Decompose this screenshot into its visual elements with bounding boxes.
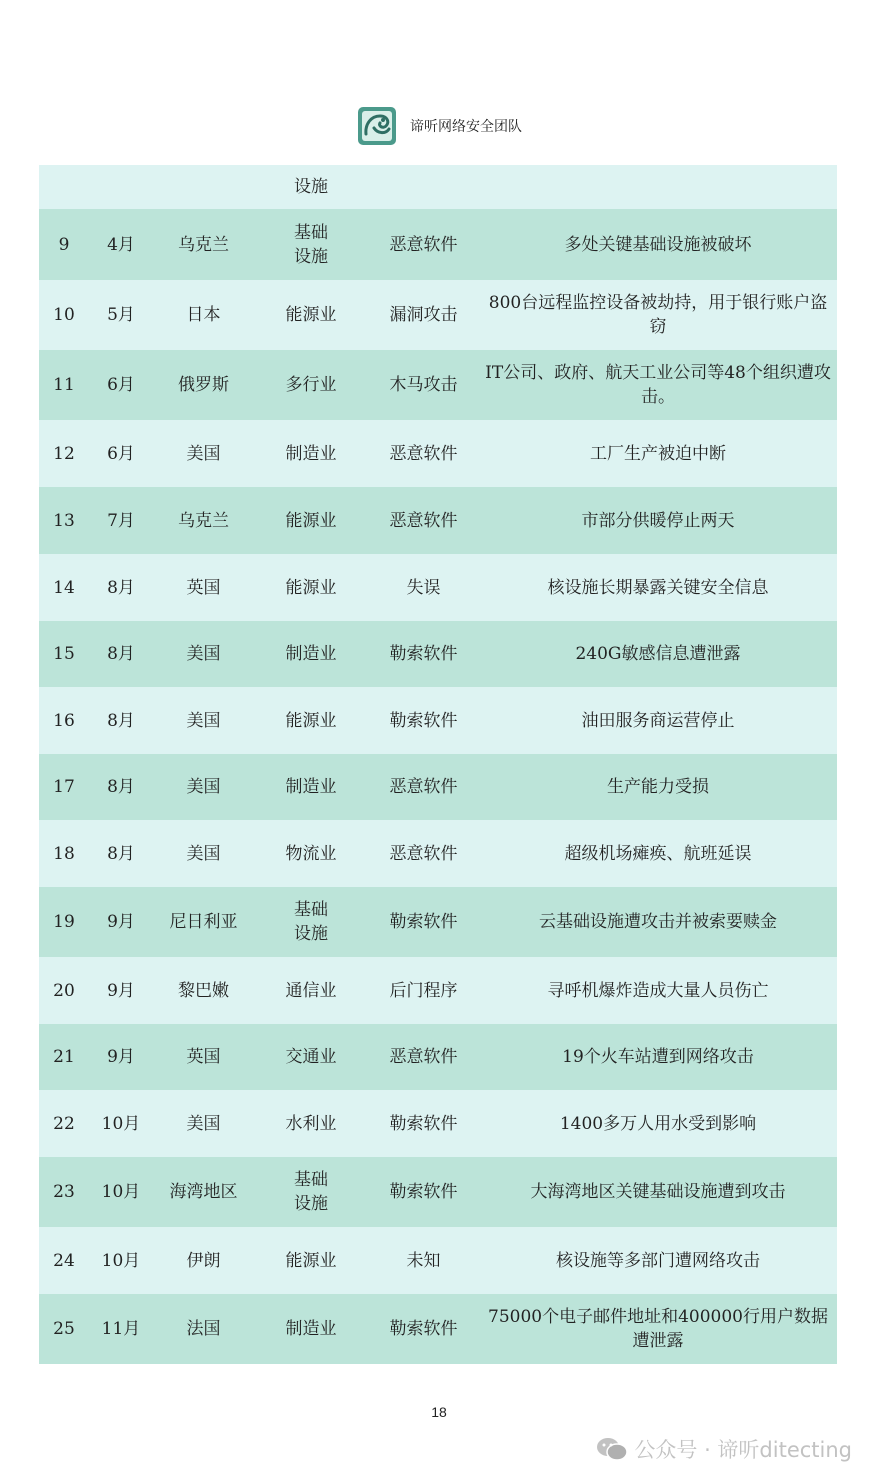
cell-type: 恶意软件 — [389, 777, 458, 797]
cell-type: 勒索软件 — [389, 1113, 458, 1134]
cell-month: 6月 — [107, 443, 135, 464]
cell-type: 恶意软件 — [389, 1047, 458, 1067]
cell-industry: 能源业 — [285, 1250, 337, 1271]
cell-industry: 制造业 — [285, 644, 337, 664]
cell-type: 未知 — [406, 1250, 441, 1271]
cell-no: 24 — [53, 1250, 75, 1271]
cell-country: 美国 — [186, 710, 221, 731]
table-row — [39, 687, 837, 754]
cell-type: 恶意软件 — [389, 234, 458, 255]
cell-type: 勒索软件 — [389, 644, 458, 664]
cell-no: 10 — [53, 305, 75, 325]
cell-industry: 基础 设施 — [294, 900, 328, 944]
cell-month: 9月 — [107, 912, 135, 932]
dragon-seal-logo — [356, 104, 400, 148]
cell-country: 尼日利亚 — [169, 912, 238, 932]
table-row — [39, 420, 837, 487]
cell-desc: 云基础设施遭攻击并被索要赎金 — [539, 912, 777, 932]
table-continuation-row — [39, 165, 837, 209]
cell-industry: 能源业 — [285, 510, 337, 531]
cell-country: 美国 — [186, 443, 221, 464]
brand-name: 谛听网络安全团队 — [410, 119, 522, 135]
cell-no: 14 — [53, 577, 75, 598]
table-row — [39, 1024, 837, 1090]
cell-type: 失误 — [406, 577, 441, 598]
cell-type: 勒索软件 — [389, 912, 458, 932]
cell-industry: 能源业 — [285, 710, 337, 731]
cell-industry: 能源业 — [285, 577, 337, 598]
cell-country: 法国 — [186, 1319, 221, 1339]
cell-country: 海湾地区 — [169, 1182, 238, 1202]
cell-no: 18 — [53, 843, 75, 864]
cell-type: 木马攻击 — [389, 375, 458, 395]
cell-industry: 通信业 — [285, 980, 337, 1001]
cell-month: 9月 — [107, 980, 135, 1001]
cell-country: 黎巴嫩 — [178, 980, 229, 1001]
cell-month: 8月 — [107, 644, 135, 664]
table-row — [39, 487, 837, 554]
cell-type: 勒索软件 — [389, 1319, 458, 1339]
cell-no: 17 — [53, 777, 75, 797]
cell-desc: 寻呼机爆炸造成大量人员伤亡 — [547, 980, 769, 1001]
cell-desc: 800台远程监控设备被劫持，用于银行账户盗窃 — [488, 293, 828, 337]
watermark-text: 公众号 · 谛听ditecting — [634, 1438, 852, 1462]
cell-month: 6月 — [107, 375, 135, 395]
table-row — [39, 754, 837, 820]
table-row — [39, 621, 837, 687]
incident-table — [39, 165, 837, 1364]
table-row — [39, 554, 837, 621]
cell-country: 美国 — [186, 777, 221, 797]
cell-month: 8月 — [107, 777, 135, 797]
cell-no: 22 — [53, 1113, 75, 1134]
cell-no: 19 — [53, 912, 75, 932]
cell-industry: 基础 设施 — [294, 222, 328, 267]
cell-desc: 核设施长期暴露关键安全信息 — [547, 577, 769, 598]
cell-no: 9 — [58, 234, 70, 255]
cell-month: 10月 — [101, 1182, 141, 1202]
cell-desc: 75000个电子邮件地址和400000行用户数据遭泄露 — [488, 1307, 828, 1351]
cell-desc: 超级机场瘫痪、航班延误 — [564, 843, 752, 864]
cell-type: 恶意软件 — [389, 510, 458, 531]
cell-month: 8月 — [107, 710, 135, 731]
cell-month: 7月 — [107, 510, 135, 531]
cell-desc: 240G敏感信息遭泄露 — [575, 644, 741, 664]
cell-country: 日本 — [186, 305, 221, 325]
cell-month: 9月 — [107, 1047, 135, 1067]
cell-desc: 工厂生产被迫中断 — [590, 443, 726, 464]
table-row — [39, 1294, 837, 1364]
cell-month: 11月 — [101, 1319, 141, 1339]
cell-month: 4月 — [107, 234, 135, 255]
page-number: 18 — [431, 1404, 447, 1420]
table-row — [39, 1090, 837, 1157]
cell-no: 15 — [53, 644, 75, 664]
table-cell: 设施 — [294, 177, 328, 197]
table-row — [39, 820, 837, 887]
cell-desc: 大海湾地区关键基础设施遭到攻击 — [530, 1182, 786, 1202]
cell-country: 美国 — [186, 1113, 221, 1134]
cell-industry: 多行业 — [285, 375, 337, 395]
page-header — [0, 104, 878, 148]
cell-no: 23 — [53, 1182, 75, 1202]
cell-type: 漏洞攻击 — [389, 305, 458, 325]
watermark — [596, 1434, 852, 1464]
table-row — [39, 350, 837, 420]
cell-country: 英国 — [186, 1047, 221, 1067]
table-row — [39, 887, 837, 957]
cell-no: 20 — [53, 980, 75, 1001]
cell-industry: 物流业 — [285, 843, 337, 864]
cell-country: 俄罗斯 — [178, 375, 229, 395]
cell-country: 乌克兰 — [178, 510, 229, 531]
cell-desc: 19个火车站遭到网络攻击 — [562, 1047, 754, 1067]
cell-desc: 1400多万人用水受到影响 — [559, 1113, 757, 1134]
cell-country: 乌克兰 — [178, 234, 229, 255]
cell-month: 8月 — [107, 577, 135, 598]
cell-no: 21 — [53, 1047, 75, 1067]
cell-industry: 基础 设施 — [294, 1170, 328, 1214]
cell-country: 英国 — [186, 577, 221, 598]
cell-desc: 生产能力受损 — [607, 777, 709, 797]
cell-country: 伊朗 — [186, 1250, 221, 1271]
cell-month: 5月 — [107, 305, 135, 325]
cell-industry: 制造业 — [285, 1319, 337, 1339]
cell-industry: 制造业 — [285, 443, 337, 464]
cell-no: 16 — [53, 710, 75, 731]
cell-desc: 多处关键基础设施被破坏 — [564, 234, 752, 255]
cell-country: 美国 — [186, 843, 221, 864]
cell-type: 恶意软件 — [389, 843, 458, 864]
cell-desc: 核设施等多部门遭网络攻击 — [556, 1250, 760, 1271]
cell-industry: 水利业 — [285, 1113, 337, 1134]
cell-industry: 能源业 — [285, 305, 337, 325]
table-row — [39, 957, 837, 1024]
cell-desc: 油田服务商运营停止 — [581, 710, 735, 731]
cell-desc: IT公司、政府、航天工业公司等48个组织遭攻击。 — [485, 363, 831, 407]
cell-type: 恶意软件 — [389, 443, 458, 464]
cell-month: 10月 — [101, 1250, 141, 1271]
table-row — [39, 1157, 837, 1227]
cell-no: 11 — [53, 375, 75, 395]
table-row — [39, 209, 837, 280]
cell-month: 8月 — [107, 843, 135, 864]
table-row — [39, 280, 837, 350]
cell-industry: 交通业 — [285, 1047, 337, 1067]
cell-type: 勒索软件 — [389, 1182, 458, 1202]
wechat-icon — [596, 1436, 628, 1462]
cell-no: 13 — [53, 510, 75, 531]
cell-country: 美国 — [186, 644, 221, 664]
table-row — [39, 1227, 837, 1294]
cell-industry: 制造业 — [285, 777, 337, 797]
cell-month: 10月 — [101, 1113, 141, 1134]
cell-desc: 市部分供暖停止两天 — [581, 510, 735, 531]
cell-type: 勒索软件 — [389, 710, 458, 731]
cell-no: 25 — [53, 1319, 75, 1339]
cell-type: 后门程序 — [389, 980, 458, 1001]
cell-no: 12 — [53, 443, 75, 464]
